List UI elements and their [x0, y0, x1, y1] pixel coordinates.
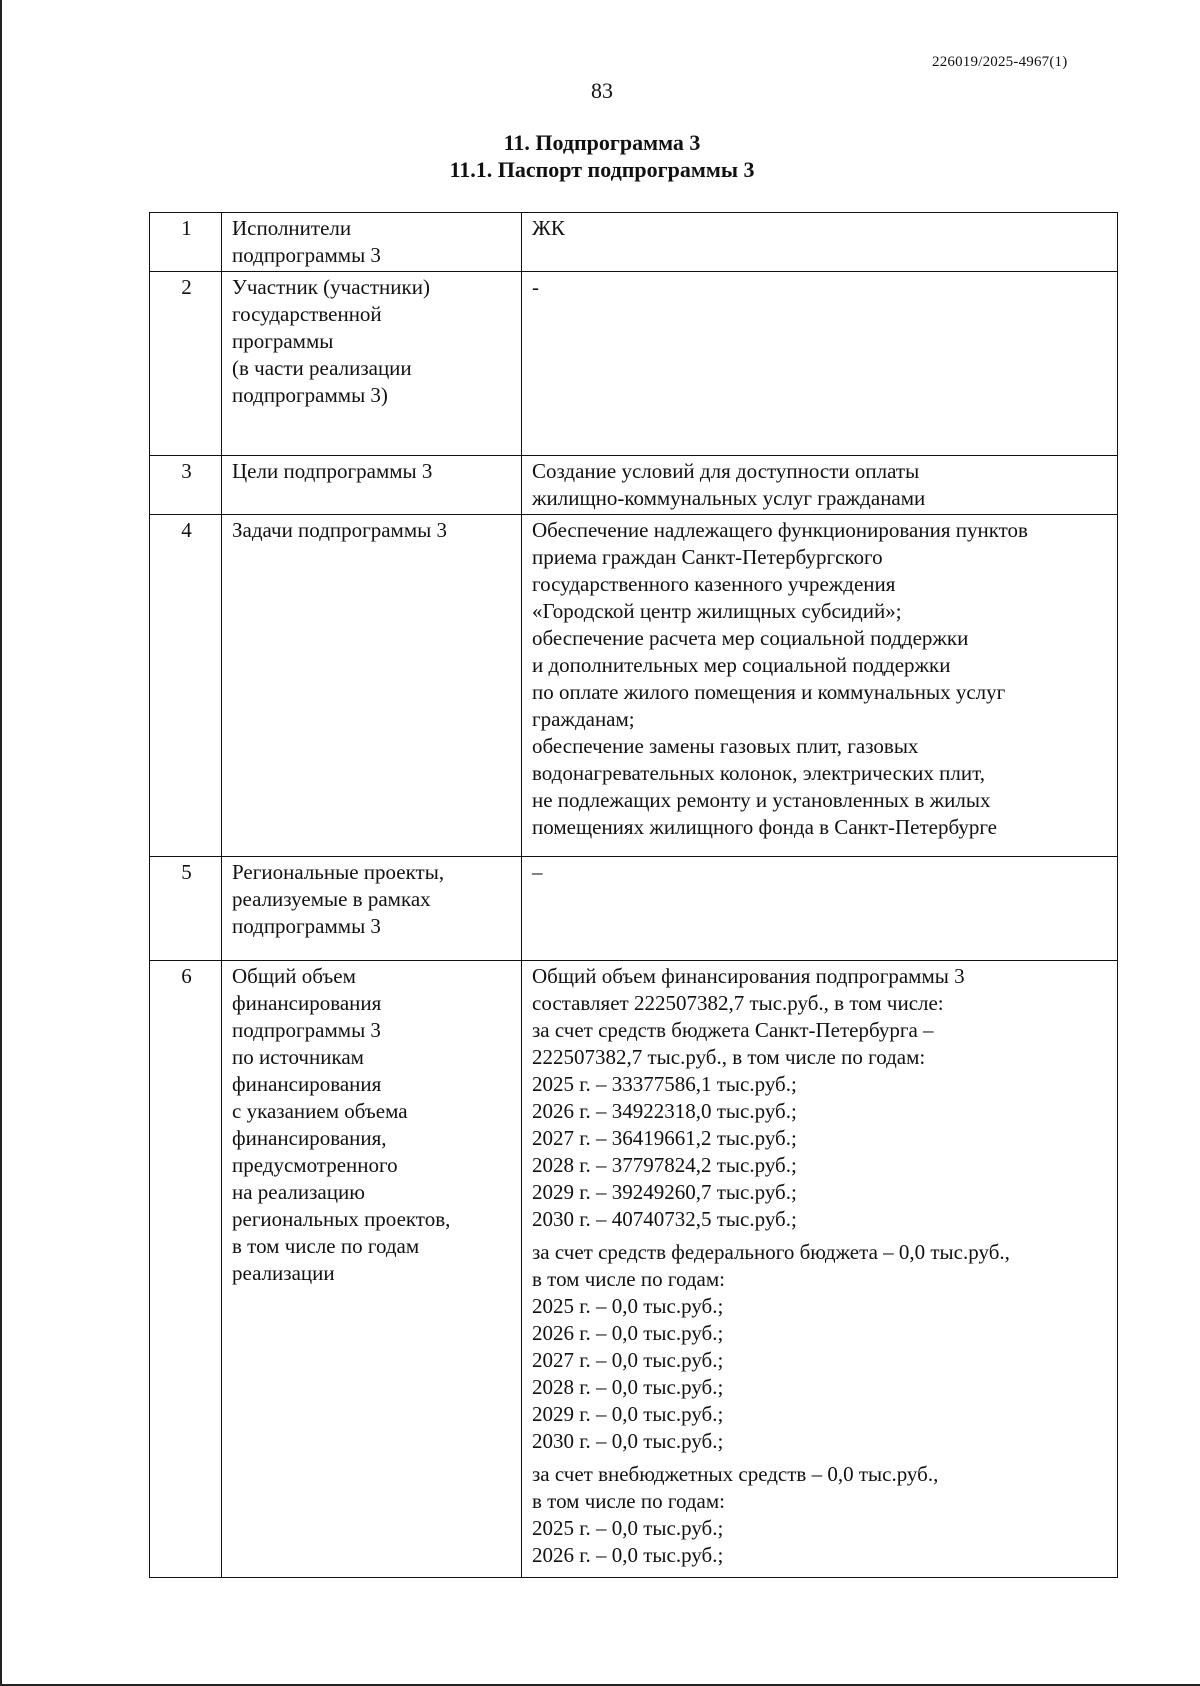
row-value [522, 515, 1118, 857]
value-line: Общий объем финансирования подпрограммы 3 [532, 964, 965, 988]
label-line: реализуемые в рамках [232, 887, 431, 911]
label-line: реализации [232, 1261, 335, 1285]
row-label [222, 857, 522, 961]
row-label [222, 961, 522, 1578]
row-value [522, 456, 1118, 515]
label-line: финансирования [232, 991, 382, 1015]
row-number: 5 [150, 857, 222, 961]
passport-table [149, 212, 1118, 1578]
label-line: Цели подпрограммы 3 [232, 459, 433, 483]
table-row [150, 272, 1118, 456]
row-label [222, 272, 522, 456]
value-line: по оплате жилого помещения и коммунальных услуг [532, 680, 1006, 704]
table-row [150, 515, 1118, 857]
label-line: региональных проектов, [232, 1207, 451, 1231]
value-line: жилищно-коммунальных услуг гражданами [532, 486, 926, 510]
value-line: 2025 г. – 0,0 тыс.руб.; [532, 1516, 724, 1540]
label-line: подпрограммы 3 [232, 914, 381, 938]
row-number: 2 [150, 272, 222, 456]
label-line: с указанием объема [232, 1099, 408, 1123]
value-line: обеспечение расчета мер социальной поддержки [532, 626, 969, 650]
label-line: подпрограммы 3 [232, 243, 381, 267]
value-line: в том числе по годам: [532, 1267, 725, 1291]
value-line: ЖК [532, 216, 565, 240]
label-line: на реализацию [232, 1180, 365, 1204]
label-line: Исполнители [232, 216, 352, 240]
row-value [522, 272, 1118, 456]
row-label [222, 515, 522, 857]
value-line: 2027 г. – 0,0 тыс.руб.; [532, 1348, 724, 1372]
value-line: 2026 г. – 0,0 тыс.руб.; [532, 1543, 724, 1567]
value-line: 2026 г. – 34922318,0 тыс.руб.; [532, 1099, 797, 1123]
value-line: приема граждан Санкт-Петербургского [532, 545, 883, 569]
page-number: 83 [591, 78, 613, 103]
value-line: за счет внебюджетных средств – 0,0 тыс.руб., [532, 1462, 939, 1486]
value-line: - [532, 275, 539, 299]
value-line: 2030 г. – 40740732,5 тыс.руб.; [532, 1207, 797, 1231]
value-line: государственного казенного учреждения [532, 572, 896, 596]
value-line: и дополнительных мер социальной поддержки [532, 653, 951, 677]
value-line: 2025 г. – 33377586,1 тыс.руб.; [532, 1072, 797, 1096]
section-subtitle: 11.1. Паспорт подпрограммы 3 [449, 157, 755, 182]
label-line: финансирования [232, 1072, 382, 1096]
value-line: Создание условий для доступности оплаты [532, 459, 920, 483]
row-number: 3 [150, 456, 222, 515]
table-row [150, 456, 1118, 515]
value-line: не подлежащих ремонту и установленных в жилых [532, 788, 991, 812]
value-line: 2029 г. – 39249260,7 тыс.руб.; [532, 1180, 797, 1204]
row-number: 6 [150, 961, 222, 1578]
value-line: 2030 г. – 0,0 тыс.руб.; [532, 1429, 724, 1453]
label-line: подпрограммы 3) [232, 383, 388, 407]
table-row [150, 857, 1118, 961]
label-line: Общий объем [232, 964, 356, 988]
label-line: финансирования, [232, 1126, 387, 1150]
value-line: – [532, 860, 543, 884]
row-number: 1 [150, 213, 222, 272]
value-line: 2028 г. – 37797824,2 тыс.руб.; [532, 1153, 797, 1177]
value-line: 2027 г. – 36419661,2 тыс.руб.; [532, 1126, 797, 1150]
row-value [522, 961, 1118, 1578]
table-row [150, 961, 1118, 1578]
value-line: Обеспечение надлежащего функционирования пунктов [532, 518, 1028, 542]
row-value [522, 213, 1118, 272]
row-number: 4 [150, 515, 222, 857]
value-line: за счет средств федерального бюджета – 0,0 тыс.руб., [532, 1240, 1010, 1264]
label-line: государственной [232, 302, 382, 326]
row-value [522, 857, 1118, 961]
label-line: Участник (участники) [232, 275, 430, 299]
row-label [222, 213, 522, 272]
value-line: «Городской центр жилищных субсидий»; [532, 599, 902, 623]
value-line: 222507382,7 тыс.руб., в том числе по годам: [532, 1045, 926, 1069]
label-line: предусмотренного [232, 1153, 398, 1177]
value-line: обеспечение замены газовых плит, газовых [532, 734, 919, 758]
value-line: гражданам; [532, 707, 635, 731]
label-line: в том числе по годам [232, 1234, 420, 1258]
label-line: по источникам [232, 1045, 364, 1069]
value-line: помещениях жилищного фонда в Санкт-Петербурге [532, 815, 997, 839]
value-line: 2028 г. – 0,0 тыс.руб.; [532, 1375, 724, 1399]
value-line: в том числе по годам: [532, 1489, 725, 1513]
value-line: составляет 222507382,7 тыс.руб., в том числе: [532, 991, 944, 1015]
value-line: 2029 г. – 0,0 тыс.руб.; [532, 1402, 724, 1426]
table-row [150, 213, 1118, 272]
label-line: (в части реализации [232, 356, 412, 380]
value-line: 2026 г. – 0,0 тыс.руб.; [532, 1321, 724, 1345]
label-line: Задачи подпрограммы 3 [232, 518, 447, 542]
section-title: 11. Подпрограмма 3 [503, 130, 701, 155]
row-label [222, 456, 522, 515]
document-id: 226019/2025-4967(1) [932, 54, 1068, 70]
value-line: водонагревательных колонок, электрических плит, [532, 761, 985, 785]
value-line: за счет средств бюджета Санкт-Петербурга – [532, 1018, 934, 1042]
label-line: Региональные проекты, [232, 860, 445, 884]
value-line: 2025 г. – 0,0 тыс.руб.; [532, 1294, 724, 1318]
label-line: программы [232, 329, 334, 353]
label-line: подпрограммы 3 [232, 1018, 381, 1042]
